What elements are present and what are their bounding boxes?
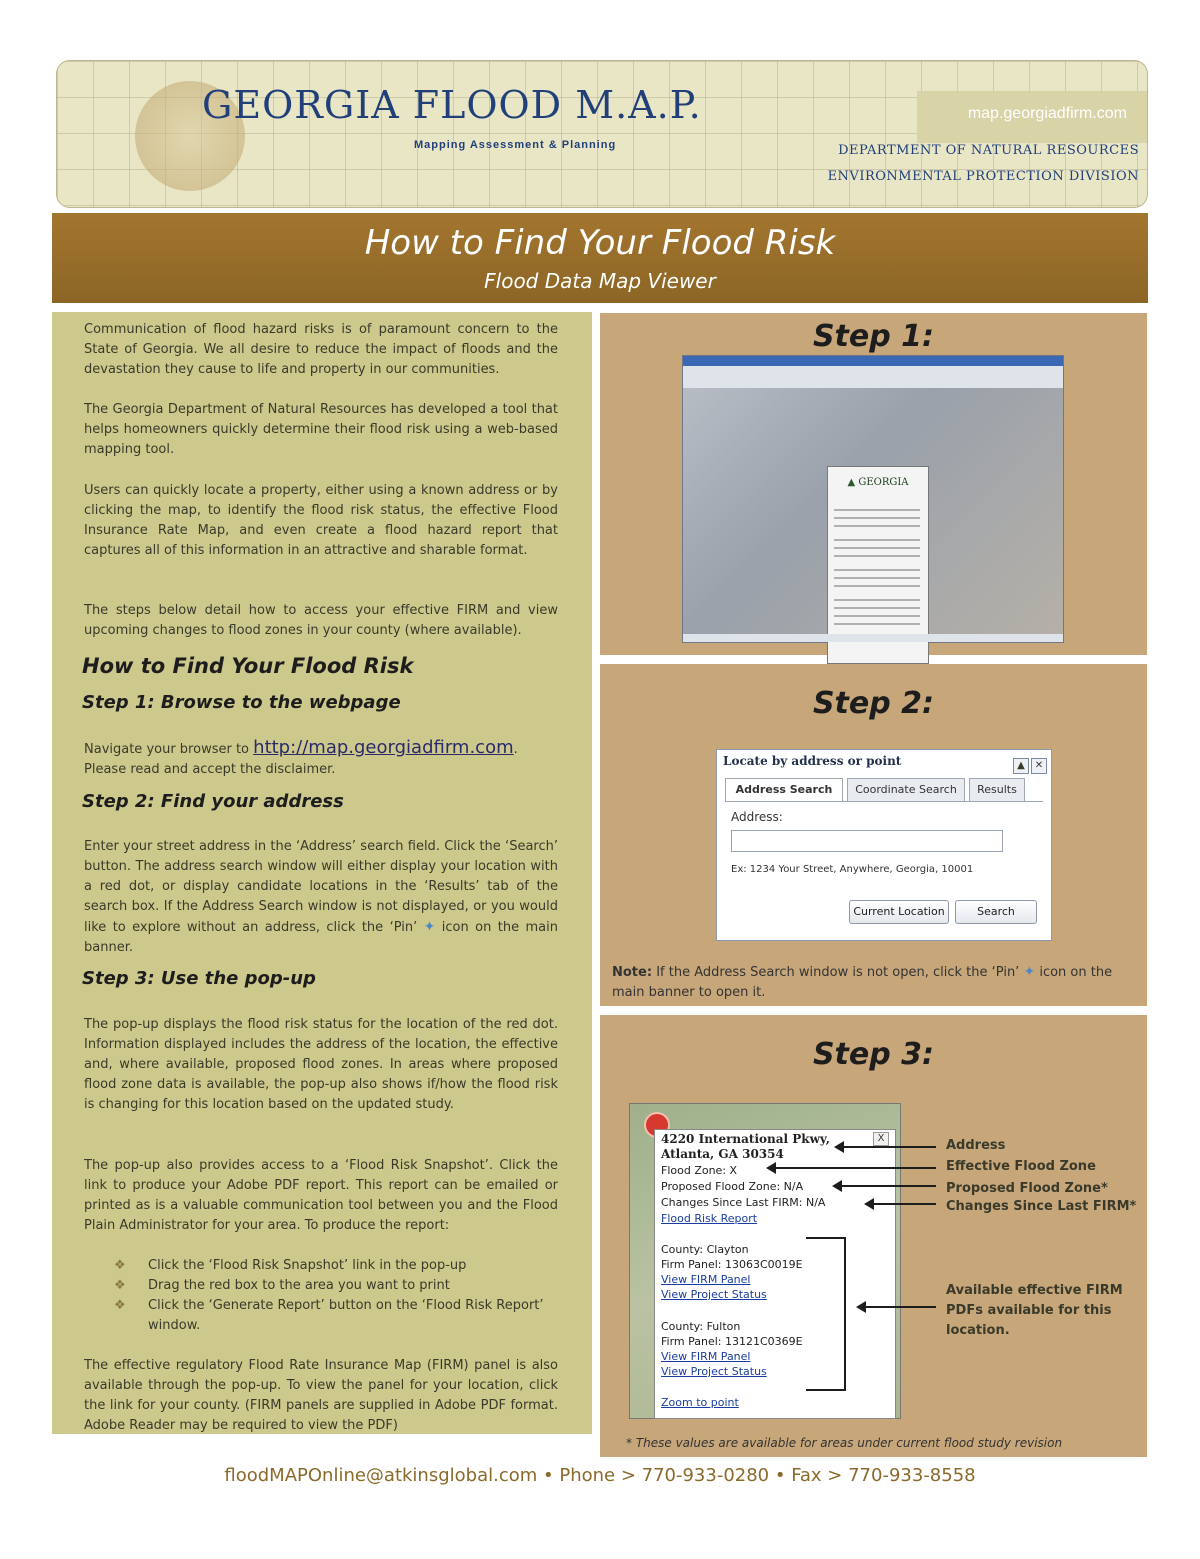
tab-coordinate-search[interactable]: Coordinate Search — [847, 778, 965, 802]
report-steps-list — [114, 1256, 558, 1336]
webpage-link[interactable]: http://map.georgiadfirm.com — [253, 737, 514, 758]
division-name: ENVIRONMENTAL PROTECTION DIVISION — [827, 169, 1139, 184]
step1-heading: Step 1: Browse to the webpage — [82, 692, 401, 713]
tab-address-search[interactable]: Address Search — [725, 778, 843, 802]
list-item: ❖ Click the ‘Flood Risk Snapshot’ link in the pop-up — [114, 1256, 558, 1276]
address-label: Address: — [731, 810, 783, 824]
text-line — [834, 547, 920, 549]
step2-text — [84, 837, 558, 958]
flood-risk-report-link[interactable]: Flood Risk Report — [661, 1212, 758, 1225]
step3-paragraph-3: The effective regulatory Flood Rate Insurance Map (FIRM) panel is also available through the pop-up. To view the panel for your location, click the link for your county. (FIRM panels are supplied in Adobe PDF format. Adobe Reader may be required to view the PDF) — [84, 1358, 558, 1433]
view-firm-panel-link-1[interactable]: View FIRM Panel — [661, 1273, 751, 1286]
instructions-heading: How to Find Your Flood Risk — [82, 654, 414, 678]
text-line — [834, 525, 920, 527]
popup-address-line1: 4220 International Pkwy, — [661, 1132, 830, 1146]
popup-panel-1: Firm Panel: 13063C0019E — [661, 1258, 803, 1271]
text-line — [834, 569, 920, 571]
close-icon[interactable]: X — [873, 1132, 889, 1146]
browser-toolbar — [683, 366, 1063, 388]
firm-links-bracket — [806, 1237, 846, 1391]
popup-panel-2: Firm Panel: 13121C0369E — [661, 1335, 803, 1348]
browser-screenshot — [682, 355, 1064, 643]
georgia-logo: ▲ GEORGIA — [847, 477, 909, 488]
step2-panel — [600, 664, 1147, 1006]
step1-text-before: Navigate your browser to — [84, 742, 250, 757]
text-line — [834, 615, 920, 617]
step2-text-body: Enter your street address in the ‘Address’ search field. Click the ‘Search’ button. The address search window will either display your location with a red dot, or display candidate locations in the ‘Results’ tab of the search box. If the Address Search window is not displayed, or you would like to explore without an address, click the ‘Pin’ — [84, 839, 558, 935]
tab-divider — [725, 801, 1043, 802]
note-text-after: icon on the main banner to open it. — [612, 965, 1113, 1000]
banner-subtitle: Mapping Assessment & Planning — [414, 139, 617, 151]
title-band — [52, 213, 1148, 303]
changes-arrow — [866, 1203, 936, 1205]
step2-text-after: icon on the main banner. — [84, 920, 558, 955]
step3-label: Step 3: — [812, 1037, 935, 1072]
address-arrow — [836, 1146, 936, 1148]
text-line — [834, 555, 920, 557]
popup-county-2: County: Fulton — [661, 1320, 741, 1333]
current-location-button[interactable]: Current Location — [849, 900, 949, 924]
step3-paragraph-2: The pop-up also provides access to a ‘Flood Risk Snapshot’. Click the link to produce your Adobe PDF report. This report can be emailed or printed as is a valuable communication tool between you and the Flood Plain Administrator for your area. To produce the report: — [84, 1158, 558, 1233]
note-label: Note: — [612, 965, 653, 980]
bullet-icon: ❖ — [114, 1278, 126, 1293]
collapse-icon[interactable]: ▲ — [1013, 758, 1029, 774]
tree-icon: ▲ — [847, 477, 856, 488]
zoom-to-point-link[interactable]: Zoom to point — [661, 1396, 739, 1409]
instructions-column — [52, 312, 592, 1434]
text-line — [834, 607, 920, 609]
step1-panel — [600, 313, 1147, 655]
address-example: Ex: 1234 Your Street, Anywhere, Georgia, 10001 — [731, 864, 974, 875]
header-banner — [56, 60, 1148, 208]
view-project-status-link-2[interactable]: View Project Status — [661, 1365, 767, 1378]
view-firm-panel-link-2[interactable]: View FIRM Panel — [661, 1350, 751, 1363]
text-line — [834, 577, 920, 579]
step1-text: Navigate your browser to http://map.georgiadfirm.com. Please read and accept the disclaimer. — [84, 737, 518, 777]
close-icon[interactable]: ✕ — [1031, 758, 1047, 774]
step2-note — [612, 962, 1136, 1003]
step2-label: Step 2: — [812, 686, 935, 721]
contact-footer: floodMAPOnline@atkinsglobal.com • Phone > 770-933-0280 • Fax > 770-933-8558 — [224, 1465, 976, 1486]
annotation-available-firm: Available effective FIRM PDFs available for this location. — [946, 1283, 1123, 1338]
browser-titlebar — [683, 356, 1063, 366]
intro-paragraph-1: Communication of flood hazard risks is of paramount concern to the State of Georgia. We all desire to reduce the impact of floods and the devastation they cause to life and property in our communities. — [84, 322, 558, 377]
step3-panel — [600, 1015, 1147, 1457]
text-line — [834, 517, 920, 519]
bullet-icon: ❖ — [114, 1298, 126, 1313]
banner-title: GEORGIA FLOOD M.A.P. — [202, 83, 702, 127]
banner-url[interactable]: map.georgiadfirm.com — [967, 105, 1127, 122]
annotation-changes: Changes Since Last FIRM* — [946, 1199, 1137, 1214]
text-line — [834, 539, 920, 541]
text-line — [834, 623, 920, 625]
dialog-controls — [1011, 753, 1047, 774]
popup-proposed-zone: Proposed Flood Zone: N/A — [661, 1180, 804, 1193]
text-line — [834, 585, 920, 587]
address-input[interactable] — [731, 830, 1003, 852]
step3-heading: Step 3: Use the pop-up — [82, 968, 316, 989]
popup-flood-zone: Flood Zone: X — [661, 1164, 738, 1177]
annotation-effective-zone: Effective Flood Zone — [946, 1159, 1096, 1174]
url-box — [917, 91, 1147, 143]
pin-icon: ✦ — [1023, 964, 1036, 980]
pin-icon: ✦ — [423, 919, 436, 935]
view-project-status-link-1[interactable]: View Project Status — [661, 1288, 767, 1301]
step1-text-after: Please read and accept the disclaimer. — [84, 762, 336, 777]
step2-heading: Step 2: Find your address — [82, 791, 344, 812]
tab-results[interactable]: Results — [969, 778, 1025, 802]
list-item: ❖ Drag the red box to the area you want to print — [114, 1276, 558, 1296]
map-view — [683, 388, 1063, 634]
page-subtitle: Flood Data Map Viewer — [484, 269, 716, 293]
text-line — [834, 599, 920, 601]
intro-paragraph-2: The Georgia Department of Natural Resources has developed a tool that helps homeowners quickly determine their flood risk using a web-based mapping tool. — [84, 402, 558, 457]
intro-paragraph-4: The steps below detail how to access your effective FIRM and view upcoming changes to flood zones in your county (where available). — [84, 603, 558, 638]
intro-paragraph-3: Users can quickly locate a property, either using a known address or by clicking the map, to identify the flood risk status, the effective Flood Insurance Rate Map, and even create a flood hazard report that captures all of this information in an attractive and sharable format. — [84, 483, 558, 558]
browser-statusbar — [683, 634, 1063, 642]
popup-county-1: County: Clayton — [661, 1243, 749, 1256]
annotation-proposed-zone: Proposed Flood Zone* — [946, 1181, 1108, 1196]
popup-changes: Changes Since Last FIRM: N/A — [661, 1196, 826, 1209]
dialog-title: Locate by address or point — [723, 754, 902, 768]
department-name: DEPARTMENT OF NATURAL RESOURCES — [838, 143, 1139, 158]
step1-label: Step 1: — [812, 319, 935, 354]
available-firm-arrow — [858, 1306, 936, 1308]
search-button[interactable]: Search — [955, 900, 1037, 924]
note-text: If the Address Search window is not open, click the ‘Pin’ — [656, 965, 1020, 980]
text-line — [834, 509, 920, 511]
step3-paragraph-1: The pop-up displays the flood risk status for the location of the red dot. Information displayed includes the address of the location, the effective and, where available, proposed flood zones. In areas where proposed flood zone data is available, the pop-up also shows if/how the flood risk is changing for this location based on the updated study. — [84, 1017, 558, 1112]
annotation-address: Address — [946, 1138, 1006, 1153]
bullet-icon: ❖ — [114, 1258, 126, 1273]
effective-zone-arrow — [768, 1167, 936, 1169]
proposed-zone-arrow — [834, 1185, 936, 1187]
list-item: ❖ Click the ‘Generate Report’ button on the ‘Flood Risk Report’ window. — [114, 1298, 544, 1333]
popup-address-line2: Atlanta, GA 30354 — [661, 1147, 784, 1161]
step3-footnote: * These values are available for areas under current flood study revision — [626, 1436, 1063, 1450]
locate-dialog — [716, 749, 1052, 941]
page-title: How to Find Your Flood Risk — [364, 223, 836, 263]
